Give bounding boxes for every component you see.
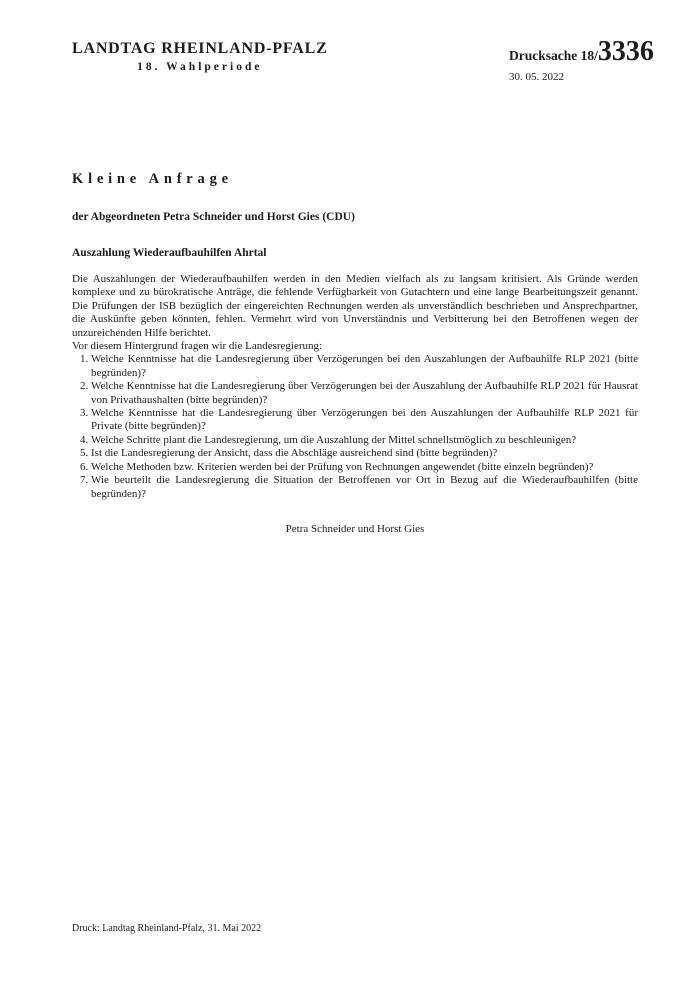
drucksache-label: Drucksache 18/ bbox=[509, 48, 598, 63]
question-item: 3. Welche Kenntnisse hat die Landesregierung über Verzögerungen bei den Auszahlungen der Aufbauhilfe RLP 2021 für Private (bitte begründen)? bbox=[91, 407, 638, 434]
authors-line: der Abgeordneten Petra Schneider und Horst Gies (CDU) bbox=[72, 211, 355, 223]
document-header-left bbox=[72, 40, 328, 73]
parliament-name: LANDTAG RHEINLAND-PFALZ bbox=[72, 40, 328, 57]
legislative-period: 18. Wahlperiode bbox=[137, 61, 263, 73]
subject-line: Auszahlung Wiederaufbauhilfen Ahrtal bbox=[72, 247, 267, 259]
document-date: 30. 05. 2022 bbox=[509, 71, 564, 83]
drucksache-number: 3336 bbox=[597, 36, 654, 67]
questions-list bbox=[72, 353, 638, 500]
print-footer: Druck: Landtag Rheinland-Pfalz, 31. Mai 2022 bbox=[72, 923, 262, 934]
question-item: 5. Ist die Landesregierung der Ansicht, dass die Abschläge ausreichend sind (bitte begründen)? bbox=[91, 447, 638, 460]
question-item: 6. Welche Methoden bzw. Kriterien werden bei der Prüfung von Rechnungen angewendet (bitte einzeln begründen)? bbox=[91, 461, 638, 474]
drucksache-line bbox=[509, 38, 654, 70]
intro-paragraph: Die Auszahlungen der Wiederaufbauhilfen werden in den Medien vielfach als zu langsam kritisiert. Als Gründe werden komplexe und zu bürokratische Anträge, die fehlende Verfügbarkeit von Gutachtern und eine lange Bearbeitungszeit genannt. Die Prüfungen der ISB bezüglich der eingereichten Rechnungen werden als unverständlich beschrieben und Ansprechpartner, die Auskünfte geben könnten, fehlen. Vermehrt wird von Unverständnis und Verbitterung bei den Betroffenen wegen der unzureichenden Hilfe berichtet. bbox=[72, 273, 638, 339]
question-item: 1. Welche Kenntnisse hat die Landesregierung über Verzögerungen bei den Auszahlungen der Aufbauhilfe RLP 2021 (bitte begründen)? bbox=[91, 353, 638, 380]
document-title: Kleine Anfrage bbox=[72, 171, 233, 187]
signature-line: Petra Schneider und Horst Gies bbox=[285, 522, 425, 535]
document-body bbox=[72, 273, 638, 536]
question-item: 4. Welche Schritte plant die Landesregierung, um die Auszahlung der Mittel schnellstmöglich zu beschleunigen? bbox=[91, 434, 638, 447]
question-item: 7. Wie beurteilt die Landesregierung die Situation der Betroffenen vor Ort in Bezug auf die Wiederaufbauhilfen (bitte begründen)? bbox=[91, 474, 638, 501]
questions-lead: Vor diesem Hintergrund fragen wir die Landesregierung: bbox=[72, 340, 323, 353]
document-header-right bbox=[509, 38, 654, 83]
question-item: 2. Welche Kenntnisse hat die Landesregierung über Verzögerungen bei der Auszahlung der Aufbauhilfe RLP 2021 für Hausrat von Privathaushalten (bitte begründen)? bbox=[91, 380, 638, 407]
